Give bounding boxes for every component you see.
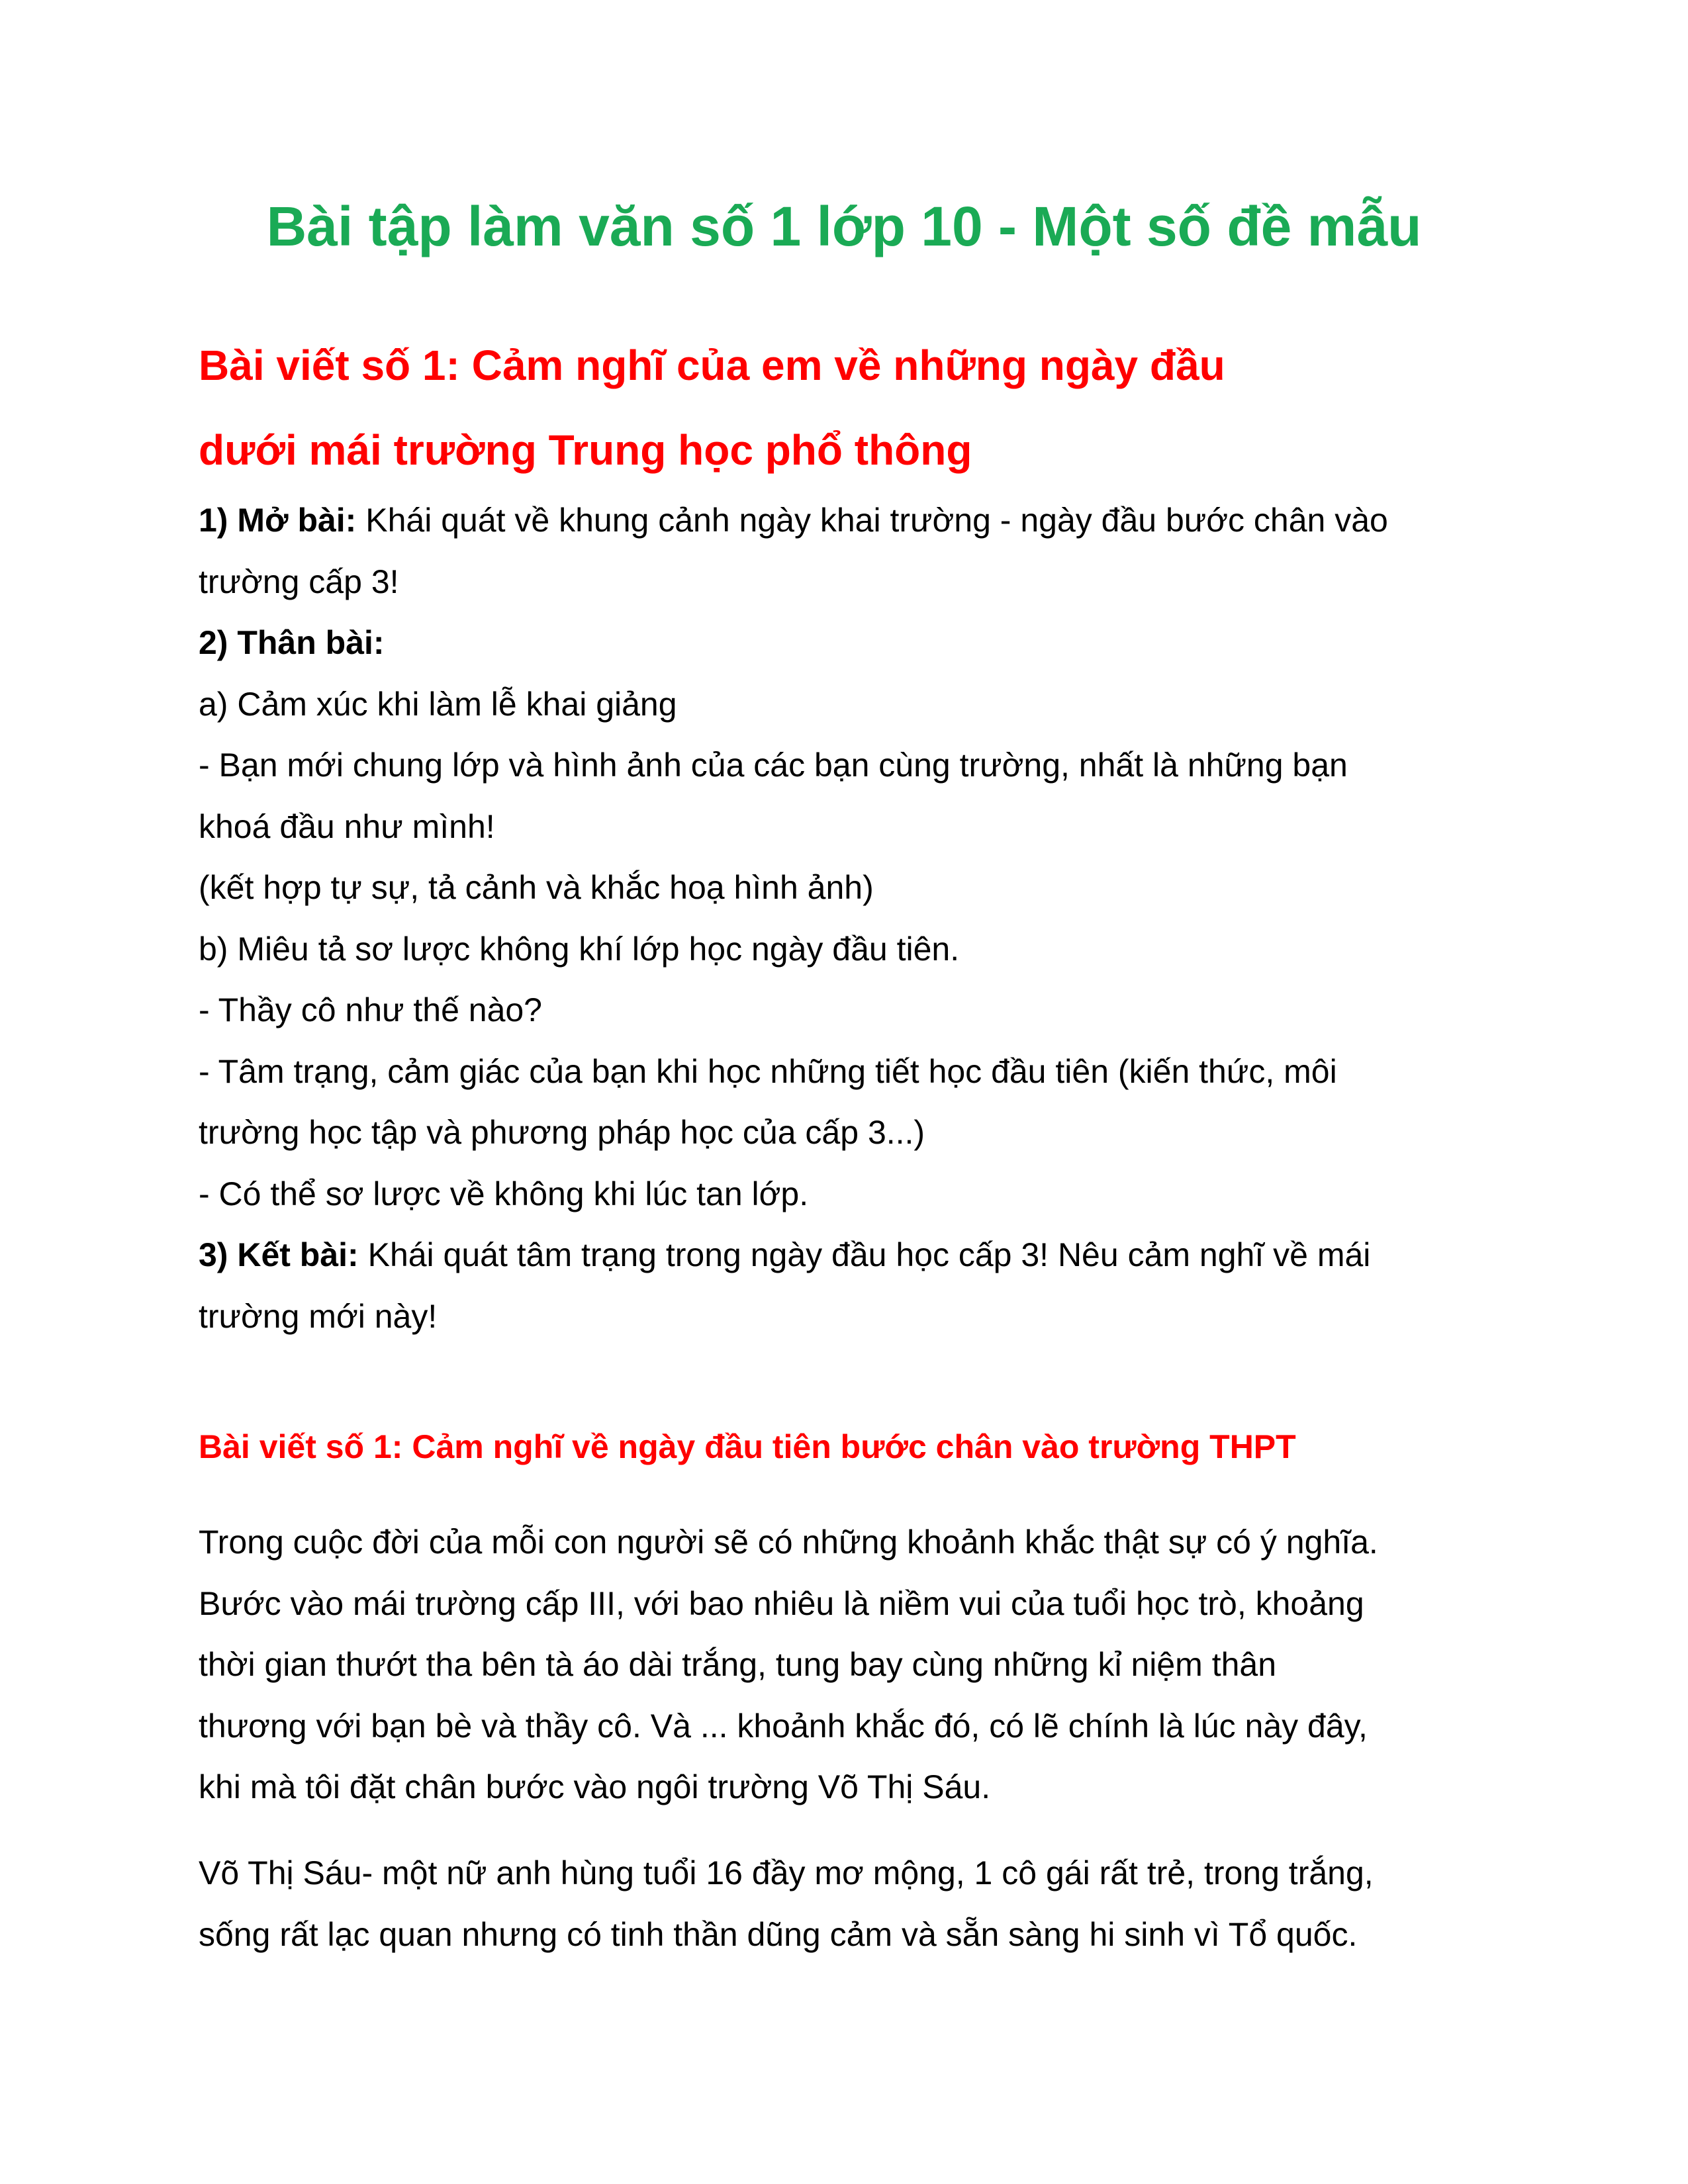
outline-ket-bai-cont: trường mới này! xyxy=(199,1297,438,1335)
ket-bai-text: Khái quát tâm trạng trong ngày đầu học cấp 3! Nêu cảm nghĩ về mái xyxy=(358,1236,1371,1273)
paragraph-line: khi mà tôi đặt chân bước vào ngôi trường Võ Thị Sáu. xyxy=(199,1768,991,1805)
outline-line: b) Miêu tả sơ lược không khí lớp học ngày đầu tiên. xyxy=(199,930,960,968)
sample-essay-heading: Bài viết số 1: Cảm nghĩ về ngày đầu tiên bước chân vào trường THPT xyxy=(199,1428,1296,1465)
outline-than-bai-label: 2) Thân bài: xyxy=(199,624,385,661)
outline-line: - Bạn mới chung lớp và hình ảnh của các bạn cùng trường, nhất là những bạn xyxy=(199,747,1348,784)
outline-line: trường học tập và phương pháp học của cấp 3...) xyxy=(199,1114,925,1151)
essay-heading xyxy=(199,323,1523,492)
paragraph-line: Trong cuộc đời của mỗi con người sẽ có những khoảnh khắc thật sự có ý nghĩa. xyxy=(199,1524,1378,1561)
mo-bai-text: Khái quát về khung cảnh ngày khai trường - ngày đầu bước chân vào xyxy=(356,502,1388,539)
outline-line: - Tâm trạng, cảm giác của bạn khi học những tiết học đầu tiên (kiến thức, môi xyxy=(199,1052,1337,1090)
paragraph-line: Võ Thị Sáu- một nữ anh hùng tuổi 16 đầy mơ mộng, 1 cô gái rất trẻ, trong trắng, xyxy=(199,1854,1374,1891)
essay-paragraph-2 xyxy=(199,1843,1496,1965)
paragraph-line: thời gian thướt tha bên tà áo dài trắng, tung bay cùng những kỉ niệm thân xyxy=(199,1646,1277,1683)
document-title: Bài tập làm văn số 1 lớp 10 - Một số đề mẫu xyxy=(266,195,1422,257)
outline-line: - Thầy cô như thế nào? xyxy=(199,991,542,1028)
essay-paragraph-1 xyxy=(199,1512,1496,1818)
outline-mo-bai xyxy=(199,490,1496,551)
essay-outline xyxy=(199,490,1496,1347)
outline-mo-bai-cont: trường cấp 3! xyxy=(199,563,399,600)
outline-line: a) Cảm xúc khi làm lễ khai giảng xyxy=(199,685,677,723)
mo-bai-label: 1) Mở bài: xyxy=(199,502,357,539)
essay-heading-line-1: Bài viết số 1: Cảm nghĩ của em về những ngày đầu xyxy=(199,341,1225,389)
paragraph-line: Bước vào mái trường cấp III, với bao nhiêu là niềm vui của tuổi học trò, khoảng xyxy=(199,1584,1364,1622)
paragraph-line: thương với bạn bè và thầy cô. Và ... khoảnh khắc đó, có lẽ chính là lúc này đây, xyxy=(199,1707,1368,1745)
ket-bai-label: 3) Kết bài: xyxy=(199,1236,359,1273)
outline-line: (kết hợp tự sự, tả cảnh và khắc hoạ hình ảnh) xyxy=(199,869,874,906)
paragraph-line: sống rất lạc quan nhưng có tinh thần dũng cảm và sẵn sàng hi sinh vì Tổ quốc. xyxy=(199,1915,1358,1953)
outline-line: khoá đầu như mình! xyxy=(199,807,495,845)
outline-ket-bai xyxy=(199,1224,1496,1286)
essay-heading-line-2: dưới mái trường Trung học phổ thông xyxy=(199,426,972,474)
outline-line: - Có thể sơ lược về không khi lúc tan lớp. xyxy=(199,1175,809,1212)
